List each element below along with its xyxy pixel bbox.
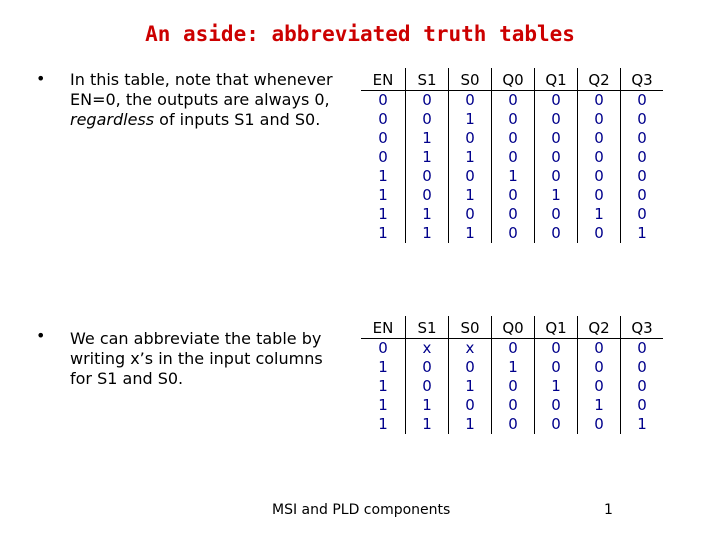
table-cell: 0 (535, 148, 578, 167)
table-cell: 0 (492, 339, 535, 359)
table1-header-q1: Q1 (535, 68, 578, 91)
table-cell: 1 (449, 377, 492, 396)
table-cell: 0 (378, 148, 388, 166)
table-cell: 0 (621, 167, 664, 186)
table-cell: 1 (378, 186, 388, 204)
table2-header-q2: Q2 (578, 316, 621, 339)
table-cell: 0 (578, 186, 621, 205)
table2-header-q0: Q0 (492, 316, 535, 339)
table-cell: 0 (535, 91, 578, 111)
table-cell: 0 (535, 358, 578, 377)
table-cell: 0 (535, 110, 578, 129)
table-cell: x (406, 339, 449, 359)
table-cell: 0 (578, 415, 621, 434)
table-cell: 0 (578, 377, 621, 396)
table-cell: 1 (578, 396, 621, 415)
table-cell: 0 (621, 396, 664, 415)
table-row (361, 186, 663, 205)
table2-header-q1: Q1 (535, 316, 578, 339)
footer-text: MSI and PLD components (272, 502, 451, 518)
table-cell: 0 (492, 415, 535, 434)
table-row (361, 110, 663, 129)
table-cell: 0 (449, 205, 492, 224)
bullet-1-line-3 (70, 110, 360, 130)
table1-header-s0: S0 (449, 68, 492, 91)
table-cell: 0 (578, 91, 621, 111)
table-row (361, 91, 663, 111)
table-cell: 0 (578, 148, 621, 167)
table-cell: 1 (378, 224, 388, 242)
bullet-1-line-3-rest: of inputs S1 and S0. (154, 110, 321, 129)
table-cell: 1 (378, 358, 388, 376)
table-cell: 0 (492, 148, 535, 167)
table-cell: 0 (535, 224, 578, 243)
table-cell: 0 (621, 91, 664, 111)
table-row (361, 205, 663, 224)
table-cell: 1 (535, 377, 578, 396)
table-cell: 0 (621, 358, 664, 377)
bullet-2-text (70, 329, 360, 389)
table-cell: 1 (378, 167, 388, 185)
bullet-2-line-1: We can abbreviate the table by (70, 329, 322, 348)
table-cell: 0 (406, 377, 449, 396)
table-cell: 0 (578, 129, 621, 148)
table-cell: 0 (578, 339, 621, 359)
table-cell: 0 (621, 129, 664, 148)
table-cell: 0 (578, 358, 621, 377)
bullet-dot-2: • (36, 326, 46, 345)
table-cell: 0 (492, 205, 535, 224)
table-cell: 0 (535, 339, 578, 359)
table-cell: 0 (406, 186, 449, 205)
bullet-1-line-1: In this table, note that whenever (70, 70, 333, 89)
table-row (361, 129, 663, 148)
table-cell: 0 (578, 224, 621, 243)
table1-header-s1: S1 (406, 68, 449, 91)
bullet-dot-1: • (36, 69, 46, 88)
table-cell: 1 (378, 415, 388, 433)
table-cell: 0 (621, 377, 664, 396)
table1-header-q3: Q3 (621, 68, 664, 91)
table-row (361, 415, 663, 434)
table-cell: 1 (449, 148, 492, 167)
table-cell: 0 (621, 148, 664, 167)
table2-header-s0: S0 (449, 316, 492, 339)
table2-header-q3: Q3 (621, 316, 664, 339)
table-cell: 1 (378, 396, 388, 414)
table-cell: 0 (449, 129, 492, 148)
table-cell: x (449, 339, 492, 359)
table-cell: 0 (378, 129, 388, 147)
table-cell: 0 (406, 91, 449, 111)
table-cell: 1 (378, 205, 388, 223)
table-cell: 1 (449, 110, 492, 129)
table-cell: 0 (449, 358, 492, 377)
table-cell: 0 (378, 110, 388, 128)
table-cell: 0 (535, 415, 578, 434)
truth-table-full (361, 68, 663, 243)
slide-title: An aside: abbreviated truth tables (145, 22, 575, 46)
table-cell: 0 (406, 167, 449, 186)
table-row (361, 358, 663, 377)
table-cell: 0 (449, 91, 492, 111)
table-cell: 1 (492, 167, 535, 186)
bullet-2-line-2: writing x’s in the input columns (70, 349, 323, 368)
table-cell: 1 (449, 415, 492, 434)
table-cell: 0 (406, 110, 449, 129)
table1-header-q0: Q0 (492, 68, 535, 91)
table-cell: 0 (492, 186, 535, 205)
table1-header-en: EN (361, 68, 406, 91)
table-cell: 0 (492, 129, 535, 148)
table-cell: 1 (406, 129, 449, 148)
table-cell: 0 (535, 167, 578, 186)
table-cell: 1 (449, 186, 492, 205)
bullet-1-line-2: EN=0, the outputs are always 0, (70, 90, 330, 109)
table-cell: 1 (621, 224, 664, 243)
table-cell: 0 (535, 396, 578, 415)
bullet-1-text (70, 70, 360, 130)
table-cell: 0 (378, 91, 388, 109)
table-cell: 0 (449, 396, 492, 415)
table-cell: 1 (406, 396, 449, 415)
table-cell: 0 (492, 396, 535, 415)
table-cell: 1 (621, 415, 664, 434)
table-cell: 0 (492, 91, 535, 111)
table-cell: 0 (621, 339, 664, 359)
table-cell: 1 (535, 186, 578, 205)
truth-table-abbreviated (361, 316, 663, 434)
table-row (361, 167, 663, 186)
table-cell: 1 (406, 224, 449, 243)
table1-header-q2: Q2 (578, 68, 621, 91)
page-number: 1 (604, 502, 613, 518)
table-cell: 1 (406, 148, 449, 167)
regardless-emphasis: regardless (70, 110, 155, 129)
table-cell: 0 (621, 205, 664, 224)
table-row (361, 224, 663, 243)
table-row (361, 339, 663, 359)
table-cell: 0 (449, 167, 492, 186)
table-row (361, 377, 663, 396)
table-cell: 1 (378, 377, 388, 395)
table-cell: 0 (578, 167, 621, 186)
table-cell: 0 (406, 358, 449, 377)
table-cell: 0 (578, 110, 621, 129)
table-cell: 1 (406, 415, 449, 434)
table-cell: 0 (492, 224, 535, 243)
table-cell: 1 (406, 205, 449, 224)
table-cell: 0 (378, 339, 388, 357)
bullet-2-line-3: for S1 and S0. (70, 369, 184, 388)
table-cell: 0 (492, 110, 535, 129)
table-cell: 1 (578, 205, 621, 224)
table2-header-s1: S1 (406, 316, 449, 339)
table2-header-en: EN (361, 316, 406, 339)
table-cell: 1 (492, 358, 535, 377)
table-row (361, 148, 663, 167)
table-cell: 0 (535, 129, 578, 148)
table-cell: 1 (449, 224, 492, 243)
table-cell: 0 (535, 205, 578, 224)
table-row (361, 396, 663, 415)
table-cell: 0 (621, 186, 664, 205)
table-cell: 0 (621, 110, 664, 129)
table-cell: 0 (492, 377, 535, 396)
